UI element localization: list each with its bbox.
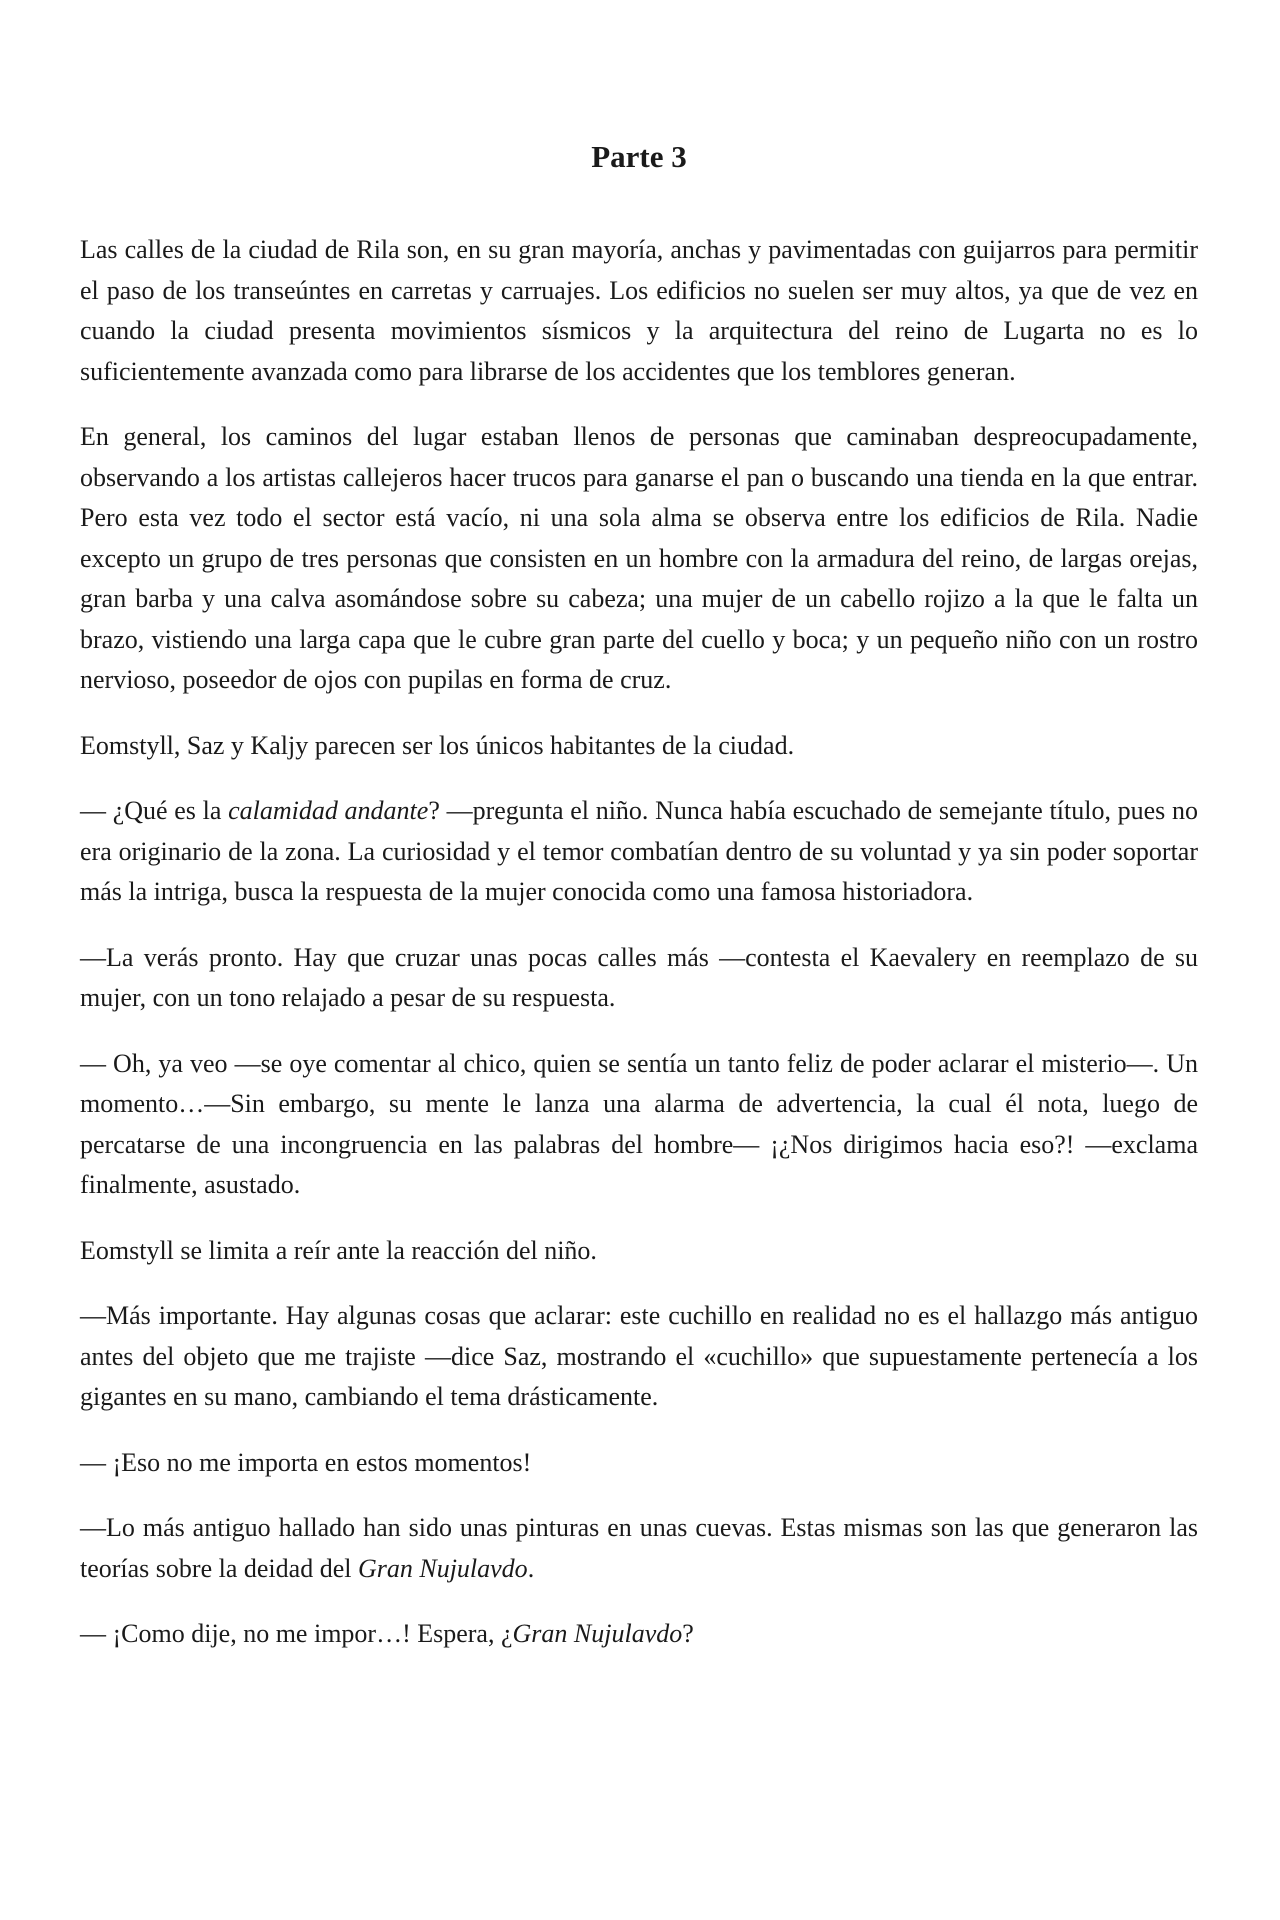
text-segment: — ¡Como dije, no me impor…! Espera, ¿ bbox=[80, 1619, 513, 1648]
paragraph bbox=[80, 1443, 1198, 1484]
text-segment: — Oh, ya veo —se oye comentar al chico, quien se sentía un tanto feliz de poder aclarar el misterio—. Un momento…—Sin embargo, su mente le lanza una alarma de advertencia, la cual él nota, luego de percatarse de una incongruencia en las palabras del hombre— ¡¿Nos dirigimos hacia eso?! —exclama finalmente, asustado. bbox=[80, 1048, 1198, 1199]
text-segment: Eomstyll, Saz y Kaljy parecen ser los únicos habitantes de la ciudad. bbox=[80, 730, 795, 760]
text-segment: —Más importante. Hay algunas cosas que aclarar: este cuchillo en realidad no es el hallazgo más antiguo antes del objeto que me trajiste —dice Saz, mostrando el «cuchillo» que supuestamente pertenecía a los gigantes en su mano, cambiando el tema drásticamente. bbox=[80, 1301, 1198, 1411]
paragraph bbox=[80, 1614, 1198, 1655]
paragraph bbox=[80, 1296, 1198, 1418]
text-segment: — ¡Eso no me importa en estos momentos! bbox=[80, 1447, 532, 1477]
italic-text: Gran Nujulavdo bbox=[512, 1619, 683, 1648]
text-segment: — ¿Qué es la bbox=[80, 796, 229, 825]
text-segment: —La verás pronto. Hay que cruzar unas pocas calles más —contesta el Kaevalery en reemplazo de su mujer, con un tono relajado a pesar de su respuesta. bbox=[80, 942, 1198, 1012]
text-segment: —Lo más antiguo hallado han sido unas pinturas en unas cuevas. Estas mismas son las que generaron las teorías sobre la deidad del bbox=[80, 1513, 1198, 1583]
text-segment: En general, los caminos del lugar estaban llenos de personas que caminaban despreocupadamente, observando a los artistas callejeros hacer trucos para ganarse el pan o buscando una tienda en la que entrar. Pero esta vez todo el sector está vacío, ni una sola alma se observa entre los edificios de Rila. Nadie excepto un grupo de tres personas que consisten en un hombre con la armadura del reino, de largas orejas, gran barba y una calva asomándose sobre su cabeza; una mujer de un cabello rojizo a la que le falta un brazo, vistiendo una larga capa que le cubre gran parte del cuello y boca; y un pequeño niño con un rostro nervioso, poseedor de ojos con pupilas en forma de cruz. bbox=[80, 422, 1198, 694]
text-segment: . bbox=[527, 1553, 535, 1583]
paragraph bbox=[80, 1508, 1198, 1589]
paragraph bbox=[80, 417, 1198, 701]
text-segment: ? bbox=[682, 1619, 694, 1648]
text-segment: ? —pregunta el niño. Nunca había escuchado de semejante título, pues no era originario de la zona. La curiosidad y el temor combatían dentro de su voluntad y ya sin poder soportar más la intriga, busca la respuesta de la mujer conocida como una famosa historiadora. bbox=[80, 796, 1198, 906]
paragraph bbox=[80, 791, 1198, 913]
paragraph bbox=[80, 230, 1198, 392]
paragraph bbox=[80, 726, 1198, 767]
paragraph bbox=[80, 938, 1198, 1019]
body-text bbox=[80, 230, 1198, 1655]
text-segment: Eomstyll se limita a reír ante la reacción del niño. bbox=[80, 1235, 597, 1265]
italic-text: Gran Nujulavdo bbox=[357, 1553, 528, 1583]
paragraph bbox=[80, 1044, 1198, 1206]
text-segment: Las calles de la ciudad de Rila son, en su gran mayoría, anchas y pavimentadas con guijarros para permitir el paso de los transeúntes en carretas y carruajes. Los edificios no suelen ser muy altos, ya que de vez en cuando la ciudad presenta movimientos sísmicos y la arquitectura del reino de Lugarta no es lo suficientemente avanzada como para librarse de los accidentes que los temblores generan. bbox=[80, 235, 1198, 386]
paragraph bbox=[80, 1231, 1198, 1272]
chapter-title: Parte 3 bbox=[591, 139, 687, 174]
italic-text: calamidad andante bbox=[228, 796, 429, 825]
